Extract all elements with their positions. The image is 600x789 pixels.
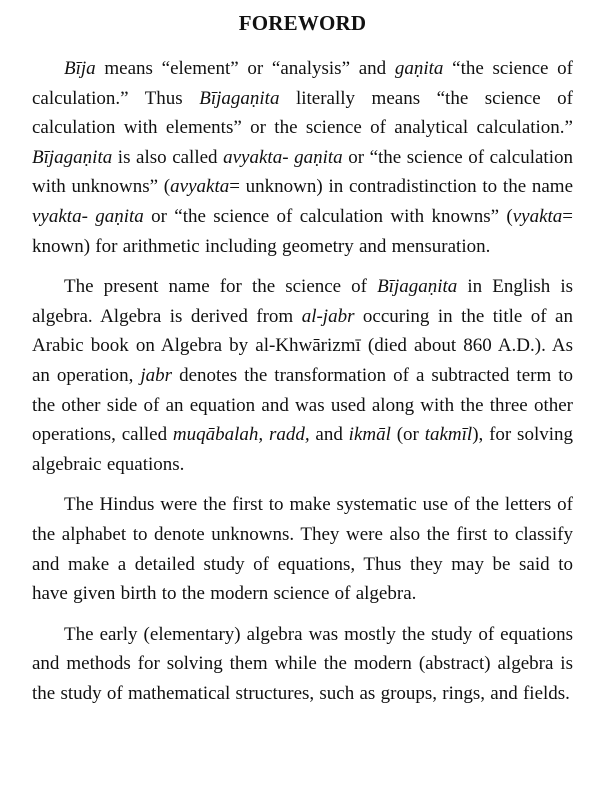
text-run: and — [309, 424, 349, 446]
text-run: The Hindus were the first to make systematic use of the letters of the alphabet to denote unknowns. They were also the first to classify and make a detailed study of equations, Thus they may be said to have given birth to the modern science of algebra. — [32, 494, 573, 605]
text-run: or “the science of calculation with knowns” ( — [143, 205, 513, 227]
page-heading: FOREWORD — [238, 11, 367, 35]
text-run: “the science of calculation.” Thus — [32, 58, 573, 109]
paragraph-1 — [32, 54, 573, 261]
italic-term: al-jabr — [301, 305, 355, 327]
text-run: in English is algebra. Algebra is derived from — [32, 276, 573, 327]
text-run: (or — [390, 424, 425, 446]
text-run: ), for solving algebraic equations. — [32, 424, 573, 475]
italic-term: takmīl — [424, 424, 473, 446]
text-run: The present name for the science of — [64, 276, 378, 298]
italic-term: Bījagaṇita — [32, 146, 113, 168]
italic-term: Bīja — [64, 58, 96, 79]
text-run: The early (elementary) algebra was mostly the study of equations and methods for solving them while the modern (abstract) algebra is the study of mathematical structures, such as groups, rings, and fields. — [32, 623, 573, 704]
text-run: occuring in the title of an Arabic book on Algebra by al-Khwārizmī (died about 860 A.D.). As an operation, — [32, 305, 573, 386]
italic-term: ikmāl — [348, 424, 391, 446]
text-run: means “element” or “analysis” and — [95, 58, 395, 79]
text-run: literally means “the science of calculation with elements” or the science of analytical calculation.” — [32, 87, 574, 139]
italic-term: Bījagaṇita — [377, 276, 458, 298]
italic-term: avyakta- gaṇita — [223, 146, 343, 168]
text-run: = unknown) in contradistinction to the name — [229, 176, 574, 198]
text-run: or “the science of calculation with unknowns” ( — [32, 146, 573, 198]
italic-term: vyakta — [512, 205, 563, 227]
paragraph-4 — [32, 620, 573, 709]
text-run: denotes the transformation of a subtracted term to the other side of an equation and was used along with the three other operations, called — [32, 364, 573, 446]
italic-term: muqābalah, radd, — [172, 424, 310, 446]
italic-term: vyakta- gaṇita — [32, 205, 144, 227]
text-run: is also called — [112, 146, 224, 168]
italic-term: gaṇita — [394, 58, 444, 79]
italic-term: Bījagaṇita — [199, 87, 280, 109]
paragraph-2 — [32, 272, 573, 479]
italic-term: jabr — [140, 364, 173, 386]
text-run: = known) for arithmetic including geometry and mensuration. — [32, 205, 573, 257]
italic-term: avyakta — [170, 176, 230, 198]
paragraph-3 — [32, 490, 573, 608]
